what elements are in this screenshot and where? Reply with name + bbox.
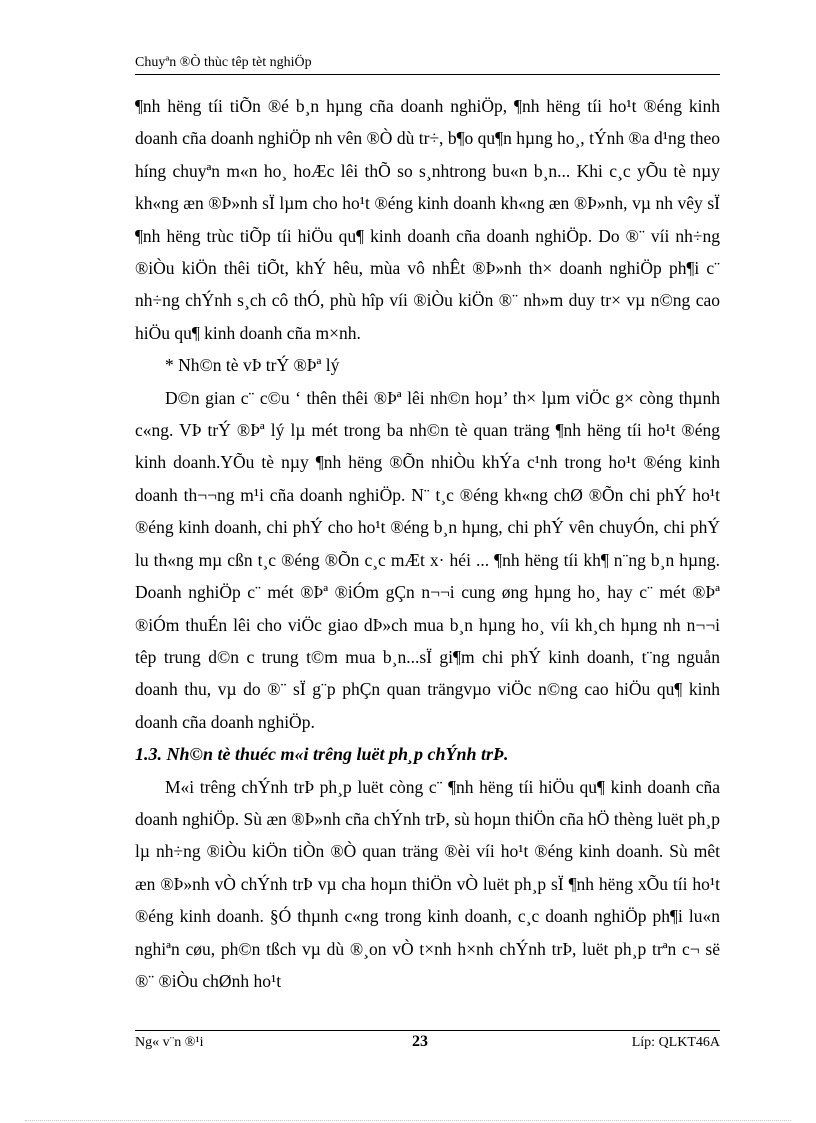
section-title: 1.3. Nh©n tè thuéc m«i trêng luët ph¸p chÝnh trÞ. xyxy=(135,744,509,765)
paragraph-location: D©n gian c¨ c©u ‘ thên thêi ®Þª lêi nh©n hoµ’ th× lµm viÖc g× còng thµnh c«ng. VÞ trÝ ®Þª lý lµ mét trong ba nh©n tè quan träng ¶nh hëng tíi ho¹t ®éng kinh doanh.YÕu tè nµy ¶nh hëng ®Õn nhiÒu khÝa c¹nh trong ho¹t ®éng kinh doanh th¬¬ng m¹i cña doanh nghiÖp. N¨ t¸c ®éng kh«ng chØ ®Õn chi phÝ ho¹t ®éng kinh doanh, chi phÝ cho ho¹t ®éng b¸n hµng, chi phÝ vên chuyÓn, chi phÝ lu th«ng mµ cßn t¸c ®éng ®Õn c¸c mÆt x· héi ... ¶nh hëng tíi kh¶ n¨ng b¸n hµng. Doanh nghiÖp c¨ mét ®Þª ®iÓm gÇn n¬¬i cung øng hµng ho¸ hay c¨ mét ®Þª ®iÓm thuÉn lêi cho viÖc giao dÞ»ch mua b¸n hµng ho¸ víi kh¸ch hµng nh n¬¬i têp trung d©n c trung t©m mua b¸n...sÏ gi¶m chi phÝ kinh doanh, t¨ng nguån doanh thu, vµ do ®¨ sÏ g¨p phÇn quan trängvµo viÖc n©ng cao hiÖu qu¶ kinh doanh cña doanh nghiÖp. xyxy=(135,387,720,732)
paragraph-1: ¶nh hëng tíi tiÕn ®é b¸n hµng cña doanh nghiÖp, ¶nh hëng tíi ho¹t ®éng kinh doanh cña doanh nghiÖp nh vên ®Ò dù tr÷, b¶o qu¶n hµng ho¸, tÝnh ®a d¹ng theo híng chuyªn m«n ho¸ hoÆc lêi thÕ so s¸nhtrong bu«n b¸n... Khi c¸c yÕu tè nµy kh«ng æn ®Þ»nh sÏ lµm cho ho¹t ®éng kinh doanh kh«ng æn ®Þ»nh, vµ nh vêy sÏ ¶nh hëng trùc tiÕp tíi hiÖu qu¶ kinh doanh cña doanh nghiÖp. Do ®¨ víi nh÷ng ®iÒu kiÖn thêi tiÕt, khÝ hêu, mùa vô nhÊt ®Þ»nh th× doanh nghiÖp ph¶i c¨ nh÷ng chÝnh s¸ch cô thÓ, phù hîp víi ®iÒu kiÖn ®¨ nh»m duy tr× vµ n©ng cao hiÖu qu¶ kinh doanh cña m×nh. xyxy=(135,96,720,343)
footer-divider xyxy=(135,1030,720,1031)
running-header: Chuyªn ®Ò thùc têp tèt nghiÖp xyxy=(135,55,312,70)
footer-class: Líp: QLKT46A xyxy=(631,1035,720,1050)
document-body xyxy=(135,90,720,997)
header-divider xyxy=(135,74,720,75)
footer-author: Ng« v¨n ®¹i xyxy=(135,1035,204,1050)
page-edge-divider xyxy=(25,1120,791,1121)
subheading-location: * Nh©n tè vÞ trÝ ®Þª lý xyxy=(165,355,340,376)
page-number: 23 xyxy=(412,1033,428,1050)
paragraph-politics: M«i trêng chÝnh trÞ ph¸p luët còng c¨ ¶nh hëng tíi hiÖu qu¶ kinh doanh cña doanh nghiÖp. Sù æn ®Þ»nh cña chÝnh trÞ, sù hoµn thiÖn cña hÖ thèng luët ph¸p lµ nh÷ng ®iÒu kiÖn tiÒn ®Ò quan träng ®èi víi ho¹t ®éng kinh doanh. Sù mêt æn ®Þ»nh vÒ chÝnh trÞ vµ cha hoµn thiÖn vÒ luët ph¸p sÏ ¶nh hëng xÕu tíi ho¹t ®éng kinh doanh. §Ó thµnh c«ng trong kinh doanh, c¸c doanh nghiÖp ph¶i lu«n nghiªn cøu, ph©n tßch vµ dù ®¸on vÒ t×nh h×nh chÝnh trÞ, luët ph¸p trªn c¬ së ®¨ ®iÒu chØnh ho¹t xyxy=(135,776,720,991)
